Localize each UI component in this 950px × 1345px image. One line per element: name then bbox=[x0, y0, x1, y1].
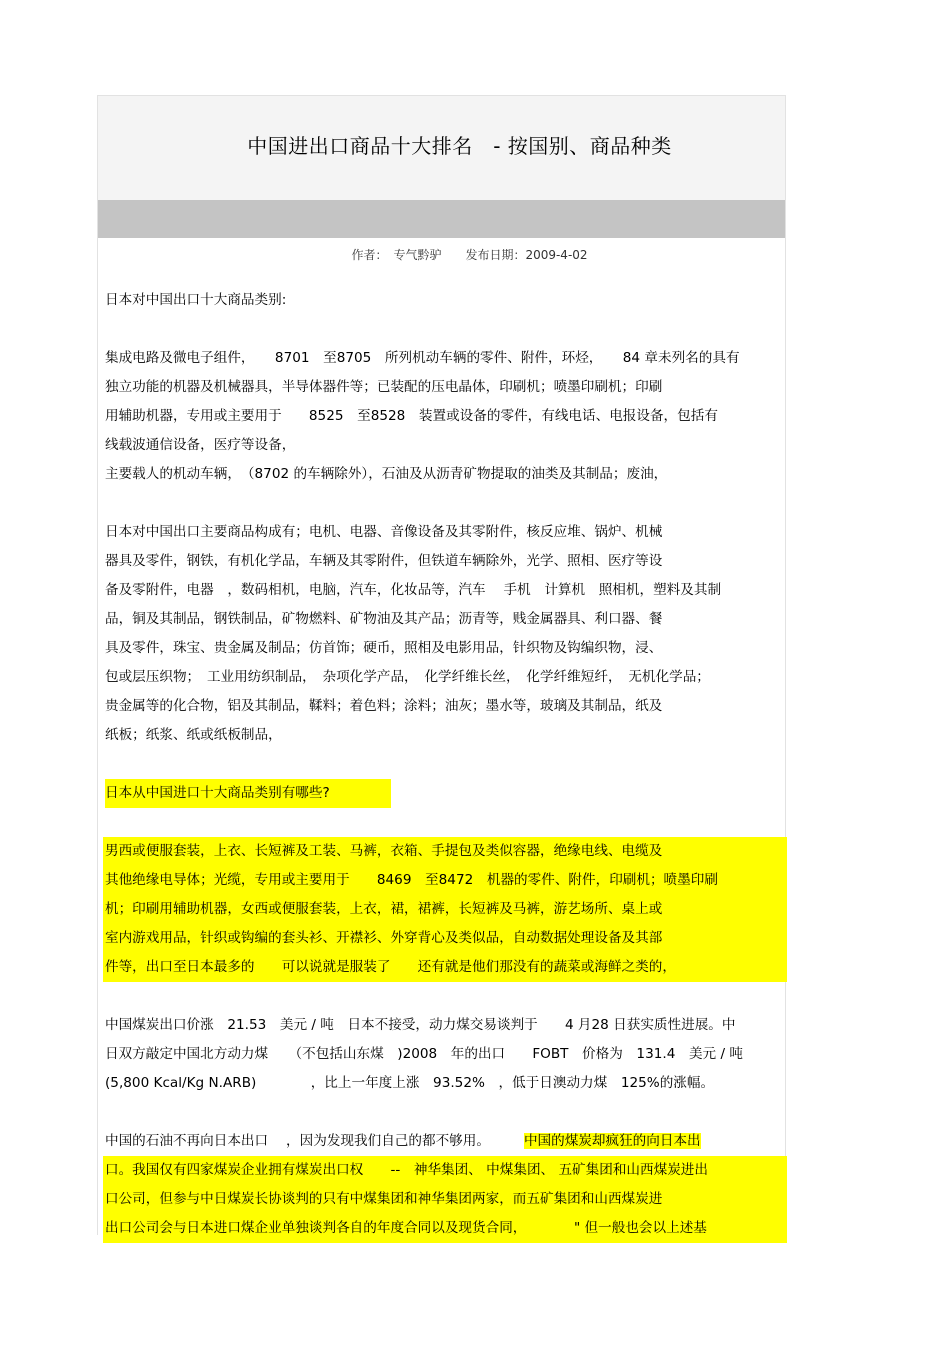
paragraph-line: 男西或便服套装，上衣、长短裤及工装、马裤，衣箱、手提包及类似容器，绝缘电线、电缆及 bbox=[105, 843, 663, 859]
paragraph-line: 件等，出口至日本最多的 可以说就是服装了 还有就是他们那没有的蔬菜或海鲜之类的， bbox=[105, 959, 676, 975]
highlighted-question: 日本从中国进口十大商品类别有哪些? bbox=[105, 779, 391, 808]
paragraph-line: 独立功能的机器及机械器具，半导体器件等；已装配的压电晶体，印刷机；喷墨印刷机；印刷 bbox=[105, 379, 663, 395]
paragraph-line: 日双方敲定中国北方动力煤 （不包括山东煤 )2008 年的出口 FOBT 价格为 131.4 美元 / 吨 bbox=[105, 1046, 743, 1062]
paragraph-line: 包或层压织物； 工业用纺织制品， 杂项化学产品， 化学纤维长丝， 化学纤维短纤， 无机化学品； bbox=[105, 669, 710, 685]
title-box bbox=[98, 96, 785, 201]
paragraph-line: (5,800 Kcal/Kg N.ARB) ，比上一年度上涨 93.52% ，低于日澳动力煤 125%的涨幅。 bbox=[105, 1075, 715, 1091]
paragraph-line: 机；印刷用辅助机器，女西或便服套装，上衣，裙，裙裤，长短裤及马裤，游艺场所、桌上或 bbox=[105, 901, 663, 917]
paragraph-line: 其他绝缘电导体；光缆，专用或主要用于 8469 至8472 机器的零件、附件，印刷机；喷墨印刷 bbox=[105, 872, 718, 888]
author-date-line: 作者： 专气黔驴 发布日期：2009-4-02 bbox=[351, 248, 588, 262]
paragraph-line: 器具及零件，钢铁，有机化学品，车辆及其零附件，但铁道车辆除外，光学、照相、医疗等设 bbox=[105, 553, 663, 569]
divider-bar bbox=[98, 200, 785, 238]
paragraph-line: 室内游戏用品，针织或钩编的套头衫、开襟衫、外穿背心及类似品，自动数据处理设备及其部 bbox=[105, 930, 663, 946]
paragraph-line: 纸板；纸浆、纸或纸板制品， bbox=[105, 727, 282, 743]
paragraph-line: 中国煤炭出口价涨 21.53 美元 / 吨 日本不接受，动力煤交易谈判于 4 月28 日获实质性进展。中 bbox=[105, 1017, 736, 1033]
paragraph-line: 备及零附件，电器 ，数码相机，电脑，汽车，化妆品等，汽车 手机 计算机 照相机，塑料及其制 bbox=[105, 582, 722, 598]
highlighted-text: 中国的煤炭却疯狂的向日本出 bbox=[523, 1133, 701, 1149]
page-title: 中国进出口商品十大排名 - 按国别、商品种类 bbox=[247, 134, 672, 158]
paragraph-line: 线载波通信设备，医疗等设备， bbox=[105, 437, 296, 453]
paragraph-line: 日本对中国出口主要商品构成有；电机、电器、音像设备及其零附件，核反应堆、锅炉、机械 bbox=[105, 524, 663, 540]
paragraph-line: 出口公司会与日本进口煤企业单独谈判各自的年度合同以及现货合同， " 但一般也会以上述基 bbox=[105, 1220, 707, 1236]
paragraph-line: 品，铜及其制品，钢铁制品，矿物燃料、矿物油及其产品；沥青等，贱金属器具、利口器、餐 bbox=[105, 611, 663, 627]
highlighted-paragraph bbox=[103, 1156, 787, 1243]
paragraph-line: 具及零件，珠宝、贵金属及制品；仿首饰；硬币，照相及电影用品，针织物及钩编织物，浸、 bbox=[105, 640, 663, 656]
paragraph-line: 主要载人的机动车辆， （8702 的车辆除外），石油及从沥青矿物提取的油类及其制品；废油， bbox=[105, 466, 668, 482]
paragraph-line: 用辅助机器，专用或主要用于 8525 至8528 装置或设备的零件，有线电话、电报设备，包括有 bbox=[105, 408, 718, 424]
document-page bbox=[97, 95, 786, 1235]
paragraph-line: 口。我国仅有四家煤炭企业拥有煤炭出口权 -- 神华集团、 中煤集团、 五矿集团和山西煤炭进出 bbox=[105, 1162, 708, 1178]
paragraph-line: 集成电路及微电子组件， 8701 至8705 所列机动车辆的零件、附件，环烃， 84 章未列名的具有 bbox=[105, 350, 740, 366]
highlighted-paragraph bbox=[103, 837, 787, 982]
paragraph-line: 贵金属等的化合物，铝及其制品，鞣料；着色料；涂料；油灰；墨水等，玻璃及其制品，纸及 bbox=[105, 698, 663, 714]
section-heading: 日本对中国出口十大商品类别: bbox=[105, 292, 287, 308]
paragraph-line: 口公司，但参与中日煤炭长协谈判的只有中煤集团和神华集团两家，而五矿集团和山西煤炭进 bbox=[105, 1191, 663, 1207]
paragraph-text: 中国的石油不再向日本出口 ，因为发现我们自己的都不够用。 bbox=[105, 1133, 524, 1149]
article-body bbox=[105, 286, 783, 1243]
